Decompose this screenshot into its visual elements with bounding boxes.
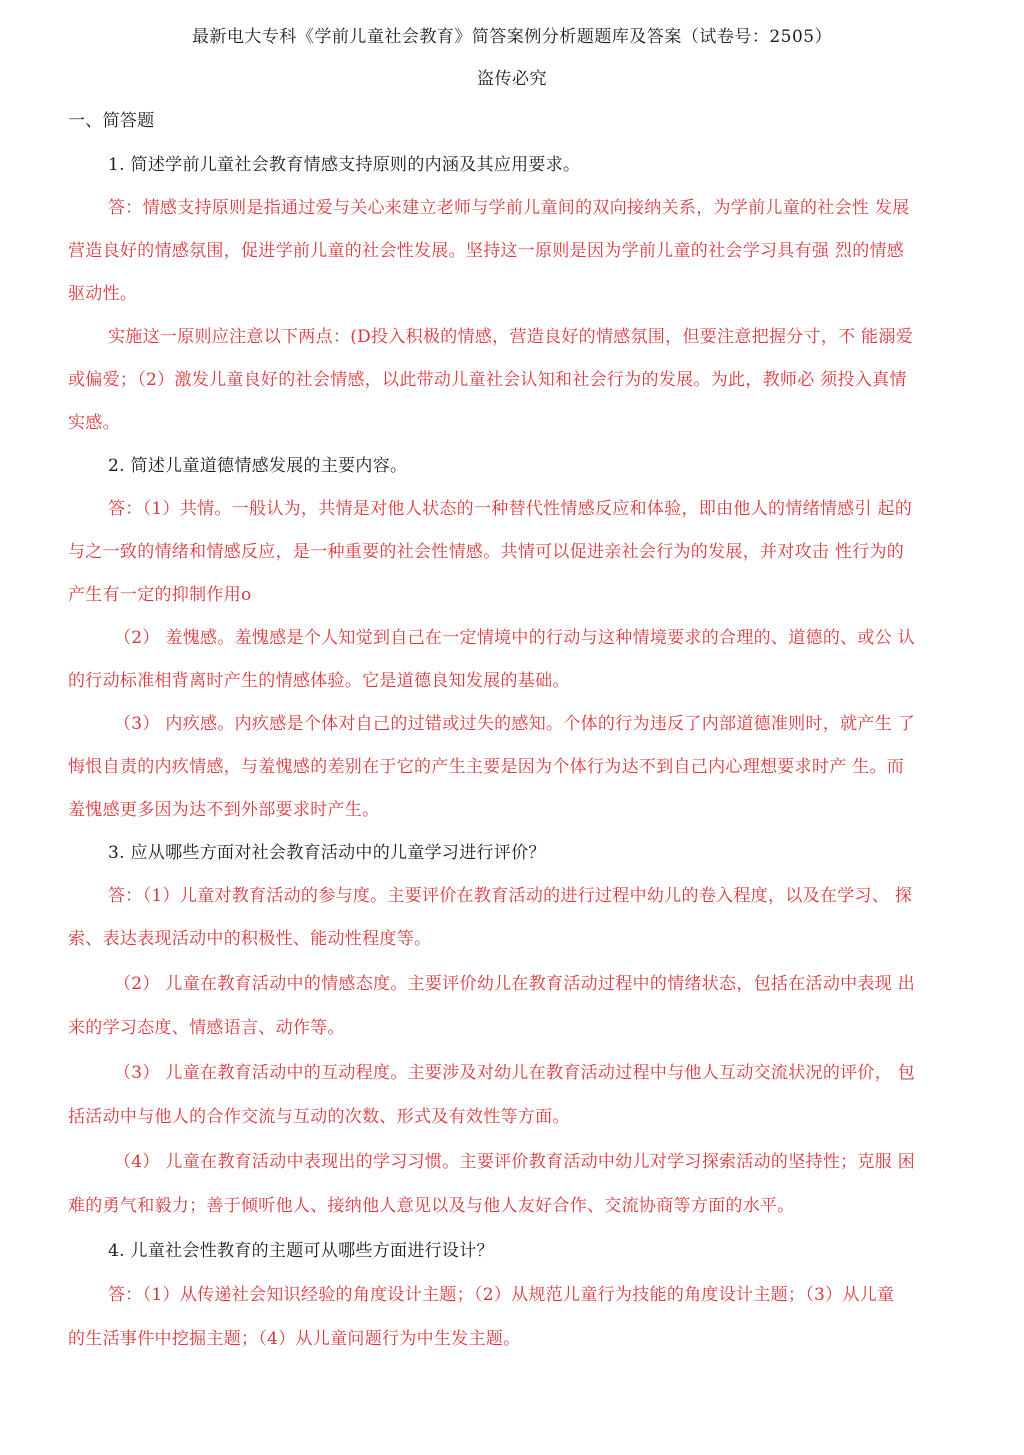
answer-2-line-1: 答：（1）共情。一般认为，共情是对他人状态的一种替代性情感反应和体验，即由他人的情绪情感引 起的 xyxy=(108,499,913,519)
answer-3-line-3: （2） 儿童在教育活动中的情感态度。主要评价幼儿在教育活动过程中的情绪状态，包括在活动中表现 出 xyxy=(114,974,916,994)
answer-3-line-7: （4） 儿童在教育活动中表现出的学习习惯。主要评价教育活动中幼儿对学习探索活动的坚持性；克服 困 xyxy=(114,1152,916,1172)
answer-3-line-6: 括活动中与他人的合作交流与互动的次数、形式及有效性等方面。 xyxy=(68,1107,570,1127)
answer-2-line-4: （2） 羞愧感。羞愧感是个人知觉到自己在一定情境中的行动与这种情境要求的合理的、道德的、或公 认 xyxy=(114,628,916,648)
answer-2-line-7: 悔恨自责的内疚情感，与羞愧感的差别在于它的产生主要是因为个体行为达不到自己内心理想要求时产 生。而 xyxy=(68,757,905,777)
answer-2-line-2: 与之一致的情绪和情感反应，是一种重要的社会性情感。共情可以促进亲社会行为的发展，并对攻击 性行为的 xyxy=(68,542,905,562)
question-4: 4. 儿童社会性教育的主题可从哪些方面进行设计？ xyxy=(108,1241,494,1261)
answer-4-line-1: 答：（1）从传递社会知识经验的角度设计主题；（2）从规范儿童行为技能的角度设计主题；（3）从儿童 xyxy=(108,1285,895,1305)
answer-1-line-5: 或偏爱；（2）激发儿童良好的社会情感，以此带动儿童社会认知和社会行为的发展。为此，教师必 须投入真情 xyxy=(68,370,907,390)
answer-1-line-1: 答：情感支持原则是指通过爱与关心来建立老师与学前儿童间的双向接纳关系，为学前儿童的社会性 发展 xyxy=(108,198,910,218)
answer-1-line-3: 驱动性。 xyxy=(68,284,138,304)
answer-2-line-3: 产生有一定的抑制作用o xyxy=(68,585,252,605)
answer-1-line-2: 营造良好的情感氛围，促进学前儿童的社会性发展。坚持这一原则是因为学前儿童的社会学习具有强 烈的情感 xyxy=(68,241,905,261)
answer-2-line-6: （3） 内疚感。内疚感是个体对自己的过错或过失的感知。个体的行为违反了内部道德准则时，就产生 了 xyxy=(114,714,916,734)
question-3: 3. 应从哪些方面对社会教育活动中的儿童学习进行评价？ xyxy=(108,843,546,863)
answer-1-line-4: 实施这一原则应注意以下两点：(D投入积极的情感，营造良好的情感氛围，但要注意把握分寸，不 能溺爱 xyxy=(108,327,914,347)
section-heading: 一、简答题 xyxy=(68,111,155,131)
document-subtitle: 盗传必究 xyxy=(477,69,547,89)
answer-3-line-5: （3） 儿童在教育活动中的互动程度。主要涉及对幼儿在教育活动过程中与他人互动交流状况的评价， 包 xyxy=(114,1063,916,1083)
document-title: 最新电大专科《学前儿童社会教育》简答案例分析题题库及答案（试卷号：2505） xyxy=(191,27,833,47)
answer-2-line-8: 羞愧感更多因为达不到外部要求时产生。 xyxy=(68,800,380,820)
answer-3-line-4: 来的学习态度、情感语言、动作等。 xyxy=(68,1018,345,1038)
answer-2-line-5: 的行动标准相背离时产生的情感体验。它是道德良知发展的基础。 xyxy=(68,671,570,691)
answer-3-line-1: 答：（1）儿童对教育活动的参与度。主要评价在教育活动的进行过程中幼儿的卷入程度，以及在学习、 探 xyxy=(108,886,913,906)
question-1: 1. 简述学前儿童社会教育情感支持原则的内涵及其应用要求。 xyxy=(108,155,581,175)
answer-3-line-8: 难的勇气和毅力；善于倾听他人、接纳他人意见以及与他人友好合作、交流协商等方面的水平。 xyxy=(68,1196,795,1216)
answer-4-line-2: 的生活事件中挖掘主题；（4）从儿童问题行为中生发主题。 xyxy=(68,1329,521,1349)
answer-3-line-2: 索、表达表现活动中的积极性、能动性程度等。 xyxy=(68,929,432,949)
question-2: 2. 简述儿童道德情感发展的主要内容。 xyxy=(108,456,408,476)
answer-1-line-6: 实感。 xyxy=(68,413,120,433)
